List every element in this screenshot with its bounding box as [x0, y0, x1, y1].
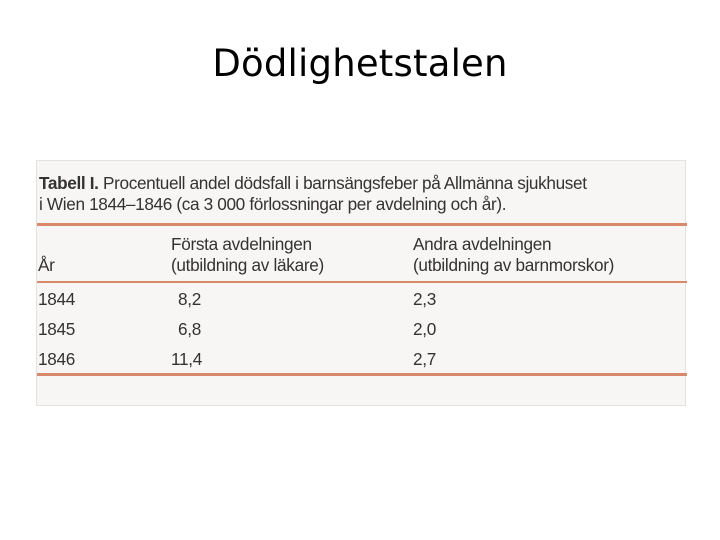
cell-second: 2,3 — [413, 289, 436, 309]
cell-year: 1845 — [38, 319, 76, 339]
cell-first: 6,8 — [178, 319, 201, 339]
header-year-line2: År — [38, 255, 55, 275]
header-col-first — [171, 234, 324, 276]
bottom-rule — [37, 373, 687, 376]
table-caption — [39, 173, 685, 215]
table-image — [36, 160, 686, 406]
header-year-line1 — [38, 234, 55, 255]
header-second-line1: Andra avdelningen — [413, 234, 552, 254]
cell-second: 2,0 — [413, 319, 436, 339]
caption-text-1: Procentuell andel dödsfall i barnsängsfeber på Allmänna sjukhuset — [103, 173, 587, 193]
cell-year: 1844 — [38, 289, 76, 309]
top-rule — [37, 223, 687, 226]
cell-second: 2,7 — [413, 349, 436, 369]
header-col-year — [38, 234, 55, 276]
cell-first: 8,2 — [178, 289, 201, 309]
slide-title: Dödlighetstalen — [212, 42, 508, 85]
header-second-line2: (utbildning av barnmorskor) — [413, 255, 615, 275]
cell-year: 1846 — [38, 349, 76, 369]
header-col-second — [413, 234, 614, 276]
header-first-line1: Första avdelningen — [171, 234, 312, 254]
header-rule — [37, 281, 687, 283]
cell-first: 11,4 — [171, 349, 202, 369]
caption-line-1 — [39, 173, 685, 194]
caption-line-2: i Wien 1844–1846 (ca 3 000 förlossningar per avdelning och år). — [39, 194, 507, 214]
caption-label: Tabell I. — [39, 173, 99, 193]
header-first-line2: (utbildning av läkare) — [171, 255, 324, 275]
